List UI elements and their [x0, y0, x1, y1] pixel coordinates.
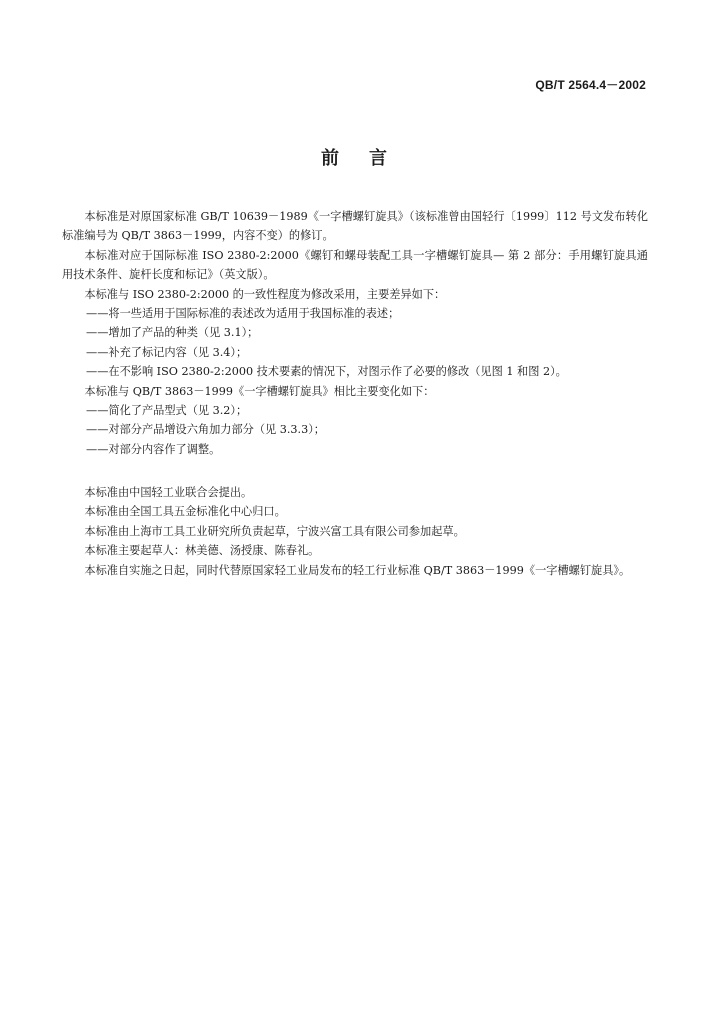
foreword-body — [62, 207, 648, 459]
paragraph-iso-correspondence: 本标准对应于国际标准 ISO 2380-2:2000《螺钉和螺母装配工具一字槽螺钉旋具— 第 2 部分：手用螺钉旋具通用技术条件、旋杆长度和标记》（英文版）。 — [62, 248, 648, 282]
list-item: ——对部分内容作了调整。 — [86, 442, 221, 456]
list-item: ——简化了产品型式（见 3.2）； — [86, 404, 248, 418]
paragraph-administrator: 本标准由全国工具五金标准化中心归口。 — [84, 505, 286, 519]
standard-code: QB/T 2564.4－2002 — [535, 78, 646, 92]
paragraph-consistency: 本标准与 ISO 2380-2:2000 的一致性程度为修改采用，主要差异如下： — [84, 287, 446, 301]
list-item: ——在不影响 ISO 2380-2:2000 技术要素的情况下，对图示作了必要的修改（见图 1 和图 2）。 — [86, 365, 567, 379]
paragraph-drafting-org: 本标准由上海市工具工业研究所负责起草，宁波兴富工具有限公司参加起草。 — [84, 524, 465, 538]
paragraph-drafters: 本标准主要起草人：林美德、汤授康、陈春礼。 — [84, 544, 320, 558]
list-item: ——将一些适用于国际标准的表述改为适用于我国标准的表述； — [86, 307, 400, 321]
page-title: 前言 — [321, 148, 417, 169]
list-item: ——补充了标记内容（见 3.4）； — [86, 345, 248, 359]
paragraph-revision: 本标准是对原国家标准 GB/T 10639－1989《一字槽螺钉旋具》（该标准曾由国轻行〔1999〕112 号文发布转化标准编号为 QB/T 3863－1999，内容不变）的修订。 — [62, 210, 648, 243]
paragraph-proposer: 本标准由中国轻工业联合会提出。 — [84, 486, 253, 499]
list-item: ——增加了产品的种类（见 3.1）； — [86, 326, 259, 340]
paragraph-replacement: 本标准自实施之日起，同时代替原国家轻工业局发布的轻工行业标准 QB/T 3863－1999《一字槽螺钉旋具》。 — [84, 563, 631, 577]
paragraph-changes: 本标准与 QB/T 3863－1999《一字槽螺钉旋具》相比主要变化如下： — [84, 384, 435, 398]
list-item: ——对部分产品增设六角加力部分（见 3.3.3）； — [86, 423, 325, 437]
foreword-credits — [62, 483, 648, 580]
